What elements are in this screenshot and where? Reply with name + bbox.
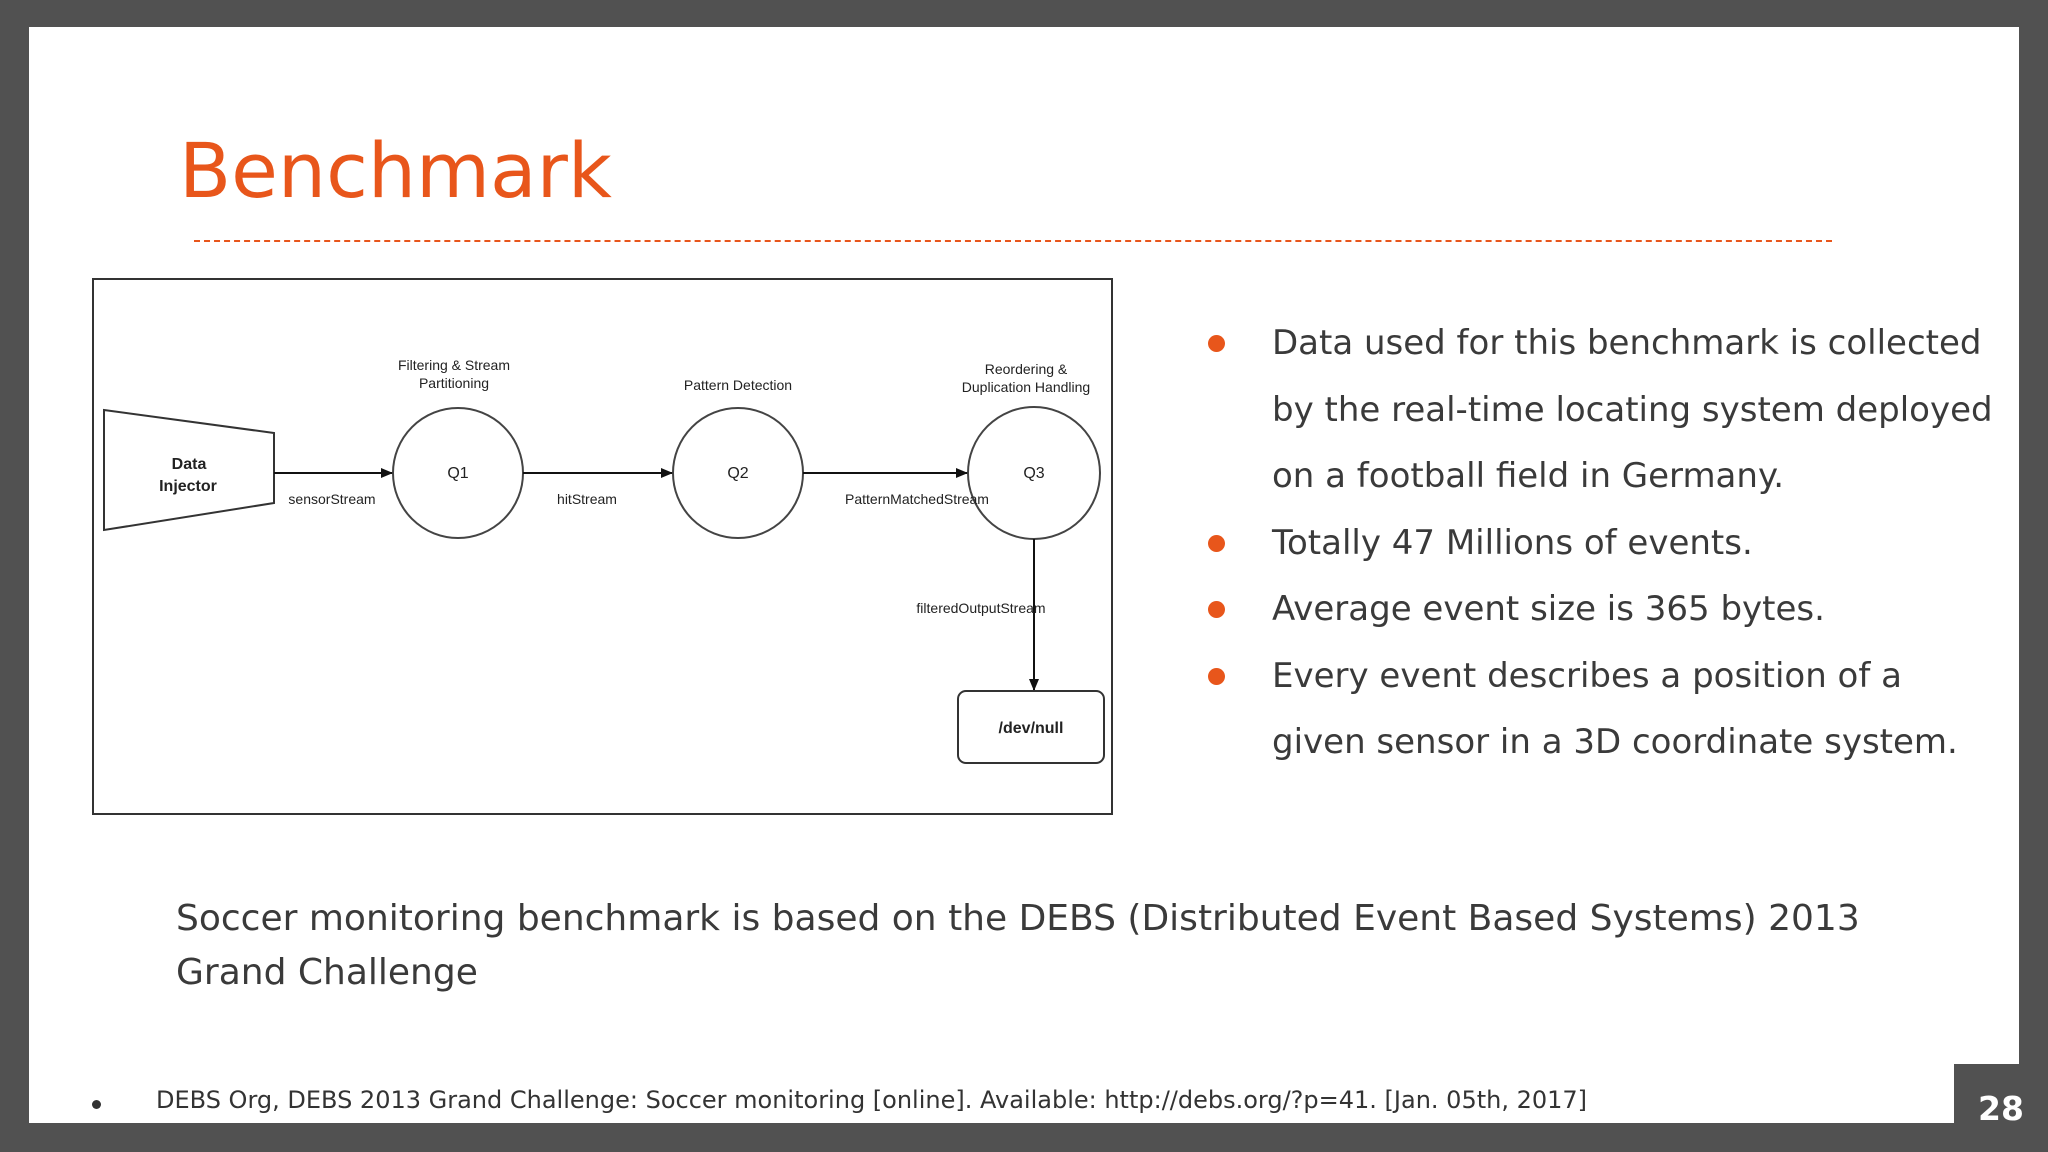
slide-title: Benchmark — [179, 126, 612, 215]
page-number: 28 — [1954, 1064, 2048, 1152]
bullet-item — [1176, 576, 2016, 643]
benchmark-note: Soccer monitoring benchmark is based on the DEBS (Distributed Event Based Systems) 2013 Grand Challenge — [176, 898, 1860, 993]
q3-label: Q3 — [1023, 465, 1045, 482]
citation-bullet-icon — [92, 1100, 101, 1109]
bullet-dot-icon — [1208, 535, 1225, 552]
edge-q2-q3-label: PatternMatchedStream — [845, 491, 989, 507]
bullet-dot-icon — [1208, 601, 1225, 618]
bullet-item — [1176, 510, 2016, 577]
title-divider — [194, 240, 1832, 242]
edge-q1-q2-label: hitStream — [557, 491, 617, 507]
bullet-text: Average event size is 365 bytes. — [1272, 589, 1825, 629]
citation-text: DEBS Org, DEBS 2013 Grand Challenge: Soccer monitoring [online]. Available: http://debs.org/?p=41. [Jan. 05th, 2017] — [156, 1086, 1588, 1114]
q3-caption-1: Reordering & — [984, 361, 1068, 377]
q2-caption: Pattern Detection — [683, 377, 793, 393]
bullet-item — [1176, 310, 2016, 510]
bullet-dot-icon — [1208, 668, 1225, 685]
bullet-text: Data used for this benchmark is collected by the real-time locating system deployed on a football field in Germany. — [1272, 323, 1993, 496]
data-injector-label-1: Data — [171, 456, 207, 473]
q3-caption-2: Duplication Handling — [961, 379, 1091, 395]
q1-caption-2: Partitioning — [418, 375, 490, 391]
dev-null-label: /dev/null — [998, 720, 1064, 737]
pipeline-diagram-svg — [94, 280, 1115, 817]
pipeline-diagram — [92, 278, 1113, 815]
edge-injector-q1-label: sensorStream — [288, 491, 376, 507]
q2-label: Q2 — [727, 465, 749, 482]
bullet-list — [1176, 310, 2016, 776]
edge-q3-sink-label: filteredOutputStream — [916, 600, 1046, 616]
bullet-text: Totally 47 Millions of events. — [1272, 522, 1753, 563]
bullet-item — [1176, 643, 2016, 776]
q1-label: Q1 — [447, 465, 469, 482]
bullet-dot-icon — [1208, 335, 1225, 352]
bullet-text: Every event describes a position of a given sensor in a 3D coordinate system. — [1272, 655, 1958, 762]
q1-caption-1: Filtering & Stream — [397, 357, 511, 373]
data-injector-label-2: Injector — [159, 478, 217, 495]
